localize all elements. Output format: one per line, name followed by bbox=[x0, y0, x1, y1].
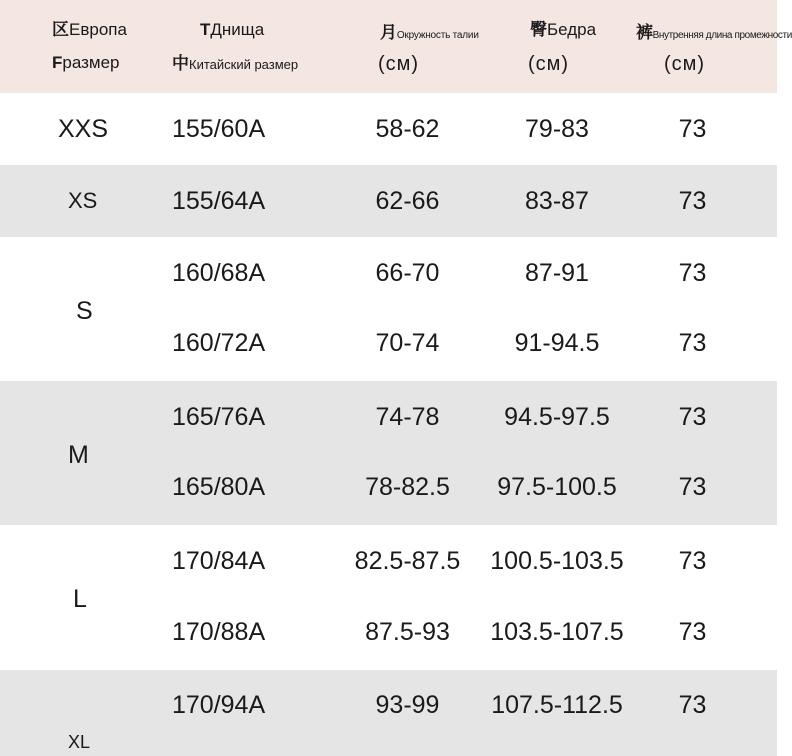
waist-cell: 66-70 bbox=[375, 259, 440, 287]
inseam-cell: 73 bbox=[678, 691, 707, 719]
inseam-cell: 73 bbox=[678, 547, 707, 575]
waist-cell: 58-62 bbox=[375, 115, 440, 143]
cn-size-cell: 155/60A bbox=[172, 115, 266, 143]
cn-size-cell: 165/76A bbox=[172, 403, 266, 431]
eu-size-label: XL bbox=[68, 732, 91, 752]
header-waist-label: Окружность талии bbox=[396, 30, 479, 41]
inseam-cell: 73 bbox=[678, 403, 707, 431]
header-glyph: 裤 bbox=[636, 23, 653, 42]
waist-cell: 62-66 bbox=[375, 187, 440, 215]
cn-size-cell: 170/88A bbox=[172, 618, 266, 646]
hip-cell: 97.5-100.5 bbox=[497, 473, 617, 501]
hip-cell: 94.5-97.5 bbox=[504, 403, 610, 431]
hip-cell: 107.5-112.5 bbox=[491, 691, 623, 719]
inseam-cell: 73 bbox=[678, 187, 707, 215]
header-eu-line2: размер bbox=[62, 53, 120, 72]
header-cn-line1: Днища bbox=[210, 20, 265, 39]
header-hip-unit: (см) bbox=[528, 53, 570, 75]
cn-size-cell: 165/80A bbox=[172, 473, 266, 501]
cn-size-cell: 170/84A bbox=[172, 547, 266, 575]
header-inseam-label: Внутренняя длина промежности bbox=[652, 30, 792, 41]
header-cn-line2: Китайский размер bbox=[189, 57, 299, 72]
header-glyph: 中 bbox=[172, 54, 189, 73]
cn-size-cell: 160/72A bbox=[172, 329, 266, 357]
header-hip bbox=[520, 0, 620, 93]
waist-cell: 93-99 bbox=[375, 691, 440, 719]
header-hip-label: Бедра bbox=[547, 20, 597, 39]
inseam-cell: 73 bbox=[678, 259, 707, 287]
inseam-cell: 73 bbox=[678, 329, 707, 357]
cn-size-cell: 155/64A bbox=[172, 187, 266, 215]
hip-cell: 91-94.5 bbox=[514, 329, 600, 357]
header-waist-unit: (см) bbox=[378, 53, 420, 75]
header-eu-line1: Европа bbox=[69, 20, 127, 39]
header-inseam bbox=[630, 0, 792, 93]
header-waist bbox=[370, 0, 479, 93]
cn-size-cell: 160/68A bbox=[172, 259, 266, 287]
table-header bbox=[0, 0, 792, 93]
header-glyph: T bbox=[200, 20, 211, 39]
waist-cell: 70-74 bbox=[375, 329, 440, 357]
inseam-cell: 73 bbox=[678, 618, 707, 646]
eu-size-label: L bbox=[73, 585, 87, 613]
header-glyph: 臀 bbox=[530, 20, 547, 39]
header-inseam-unit: (см) bbox=[664, 53, 706, 75]
hip-cell: 83-87 bbox=[525, 187, 589, 215]
header-glyph: 区 bbox=[52, 20, 69, 39]
header-glyph: F bbox=[52, 53, 63, 72]
header-cn-size bbox=[172, 0, 332, 93]
inseam-cell: 73 bbox=[678, 115, 707, 143]
hip-cell: 87-91 bbox=[525, 259, 589, 287]
header-glyph: 月 bbox=[380, 23, 397, 42]
waist-cell: 78-82.5 bbox=[365, 473, 450, 501]
waist-cell: 87.5-93 bbox=[365, 618, 450, 646]
cn-size-cell: 170/94A bbox=[172, 691, 266, 719]
eu-size-label: XS bbox=[68, 188, 98, 213]
inseam-cell: 73 bbox=[678, 473, 707, 501]
hip-cell: 100.5-103.5 bbox=[490, 547, 624, 575]
eu-size-label: XXS bbox=[58, 115, 109, 143]
hip-cell: 103.5-107.5 bbox=[490, 618, 624, 646]
waist-cell: 74-78 bbox=[375, 403, 440, 431]
hip-cell: 79-83 bbox=[525, 115, 589, 143]
waist-cell: 82.5-87.5 bbox=[354, 547, 461, 575]
eu-size-label: S bbox=[76, 297, 93, 325]
header-eu-size bbox=[52, 0, 162, 93]
eu-size-label: M bbox=[68, 441, 89, 469]
